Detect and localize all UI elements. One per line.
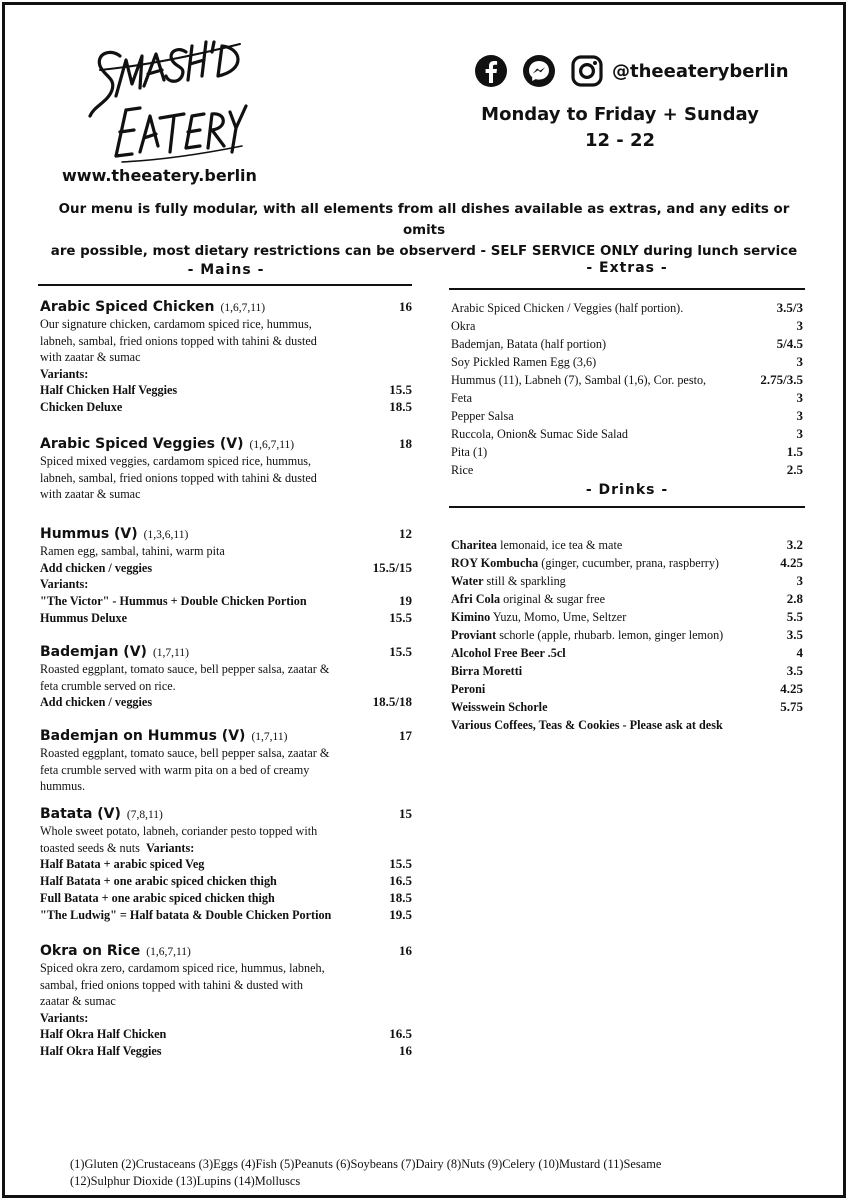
menu-item	[40, 728, 412, 795]
item-name: Bademjan on Hummus (V) (1,7,11)	[40, 728, 288, 744]
addon-row: Add chicken / veggies 15.5/15	[40, 559, 412, 575]
item-price: 16	[399, 299, 412, 314]
instagram-handle[interactable]: @theeateryberlin	[612, 60, 789, 82]
menu-intro	[40, 199, 808, 262]
list-item: Pepper Salsa 3	[451, 408, 803, 423]
item-allergens: (7,8,11)	[126, 809, 163, 821]
menu-item	[40, 943, 412, 1060]
item-name: Bademjan (V) (1,7,11)	[40, 644, 189, 660]
item-allergens: (1,7,11)	[251, 731, 288, 743]
extras-title: - Extras -	[586, 260, 668, 276]
opening-hours	[470, 102, 770, 154]
list-item: Feta 3	[451, 390, 803, 405]
variants-label: Variants:	[40, 366, 89, 381]
list-item: Alcohol Free Beer .5cl 4	[451, 645, 803, 660]
allergen-line-1: (1)Gluten (2)Crustaceans (3)Eggs (4)Fish (5)Peanuts (6)Soybeans (7)Dairy (8)Nuts (9)Celery (10)Mustard (11)Sesame	[70, 1157, 662, 1171]
mains-divider	[38, 284, 412, 286]
list-item: Arabic Spiced Chicken / Veggies (half portion). 3.5/3	[451, 300, 803, 315]
list-item: Soy Pickled Ramen Egg (3,6) 3	[451, 354, 803, 369]
item-price: 12	[399, 526, 412, 541]
website-url[interactable]: www.theeatery.berlin	[62, 166, 257, 185]
variant-row: "The Ludwig" = Half batata & Double Chicken Portion 19.5	[40, 906, 412, 922]
item-name: Hummus (V) (1,3,6,11)	[40, 526, 189, 542]
variant-row: Half Okra Half Veggies 16	[40, 1043, 412, 1059]
intro-line-2: are possible, most dietary restrictions can be observerd - SELF SERVICE ONLY during lunch service	[50, 244, 798, 259]
list-item: Weisswein Schorle 5.75	[451, 699, 803, 714]
menu-item	[40, 806, 412, 923]
opening-time: 12 - 22	[584, 130, 656, 151]
item-price: 15.5	[389, 644, 412, 659]
list-item: Rice 2.5	[451, 462, 803, 477]
allergen-legend	[70, 1156, 790, 1189]
item-allergens: (1,6,7,11)	[146, 946, 191, 958]
item-name: Arabic Spiced Veggies (V) (1,6,7,11)	[40, 436, 295, 452]
menu-item	[40, 644, 412, 711]
list-item: ROY Kombucha (ginger, cucumber, prana, raspberry) 4.25	[451, 555, 803, 570]
intro-line-1: Our menu is fully modular, with all elements from all dishes available as extras, and any edits or omits	[58, 202, 790, 238]
item-price: 15	[399, 806, 412, 821]
variants-label: Variants:	[40, 577, 89, 592]
item-description: Roasted eggplant, tomato sauce, bell pepper salsa, zaatar & feta crumble served with warm pita on a bed of creamy hummus.	[40, 746, 330, 794]
list-item: Pita (1) 1.5	[451, 444, 803, 459]
variant-row: Half Okra Half Chicken 16.5	[40, 1026, 412, 1042]
list-item: Kimino Yuzu, Momo, Ume, Seltzer 5.5	[451, 609, 803, 624]
menu-item	[40, 436, 412, 503]
mains-title: - Mains -	[187, 262, 265, 278]
item-price: 17	[399, 728, 412, 743]
item-description: Our signature chicken, cardamom spiced rice, hummus, labneh, sambal, fried onions topped with tahini & dusted with zaatar & sumac	[40, 317, 317, 365]
variant-row: Full Batata + one arabic spiced chicken thigh 18.5	[40, 889, 412, 905]
opening-days: Monday to Friday + Sunday	[481, 104, 759, 125]
extras-list	[451, 299, 803, 479]
item-description: Ramen egg, sambal, tahini, warm pita	[40, 544, 225, 558]
list-item: Bademjan, Batata (half portion) 5/4.5	[451, 336, 803, 351]
item-description: Roasted eggplant, tomato sauce, bell pepper salsa, zaatar & feta crumble served on rice.	[40, 662, 330, 693]
facebook-icon[interactable]	[474, 54, 508, 88]
addon-row: Add chicken / veggies 18.5/18	[40, 694, 412, 710]
list-item: Proviant schorle (apple, rhubarb. lemon, ginger lemon) 3.5	[451, 627, 803, 642]
list-item: Okra 3	[451, 318, 803, 333]
item-price: 18	[399, 436, 412, 451]
item-price: 16	[399, 943, 412, 958]
list-item: Hummus (11), Labneh (7), Sambal (1,6), Cor. pesto, 2.75/3.5	[451, 372, 803, 387]
item-description: Spiced mixed veggies, cardamom spiced rice, hummus, labneh, sambal, fried onions topped with tahini & dusted with zaatar & sumac	[40, 454, 317, 502]
allergen-line-2: (12)Sulphur Dioxide (13)Lupins (14)Molluscs	[70, 1173, 301, 1188]
item-allergens: (1,6,7,11)	[249, 439, 295, 451]
variant-row: Half Batata + arabic spiced Veg 15.5	[40, 856, 412, 872]
messenger-icon[interactable]	[522, 54, 556, 88]
menu-item	[40, 299, 412, 416]
smashd-eatery-logo	[82, 36, 252, 166]
list-item: Afri Cola original & sugar free 2.8	[451, 591, 803, 606]
list-item: Birra Moretti 3.5	[451, 663, 803, 678]
menu-item	[40, 526, 412, 627]
variant-row: Chicken Deluxe 18.5	[40, 399, 412, 415]
variant-row: Half Batata + one arabic spiced chicken thigh 16.5	[40, 872, 412, 888]
extras-divider	[449, 288, 805, 290]
social-links	[474, 54, 789, 88]
variants-label: Variants:	[40, 1010, 89, 1025]
item-name: Arabic Spiced Chicken (1,6,7,11)	[40, 299, 266, 315]
variant-row: Hummus Deluxe 15.5	[40, 609, 412, 625]
drinks-list	[451, 536, 803, 734]
list-item: Peroni 4.25	[451, 681, 803, 696]
item-allergens: (1,7,11)	[152, 647, 189, 659]
list-item: Water still & sparkling 3	[451, 573, 803, 588]
item-name: Okra on Rice (1,6,7,11)	[40, 943, 191, 959]
variants-label: Variants:	[145, 840, 195, 855]
variant-row: "The Victor" - Hummus + Double Chicken Portion 19	[40, 592, 412, 608]
item-name: Batata (V) (7,8,11)	[40, 806, 163, 822]
drinks-note: Various Coffees, Teas & Cookies - Please ask at desk	[451, 718, 723, 732]
variant-row: Half Chicken Half Veggies 15.5	[40, 382, 412, 398]
list-item: Charitea lemonaid, ice tea & mate 3.2	[451, 537, 803, 552]
item-allergens: (1,6,7,11)	[220, 302, 266, 314]
item-description: Whole sweet potato, labneh, coriander pesto topped with toasted seeds & nuts Variants:	[40, 824, 318, 855]
item-allergens: (1,3,6,11)	[143, 529, 189, 541]
item-description: Spiced okra zero, cardamom spiced rice, hummus, labneh, sambal, fried onions topped with tahini & dusted with zaatar & sumac	[40, 961, 325, 1009]
drinks-divider	[449, 506, 805, 508]
list-item: Ruccola, Onion& Sumac Side Salad 3	[451, 426, 803, 441]
drinks-title: - Drinks -	[585, 482, 669, 498]
instagram-icon[interactable]	[570, 54, 604, 88]
